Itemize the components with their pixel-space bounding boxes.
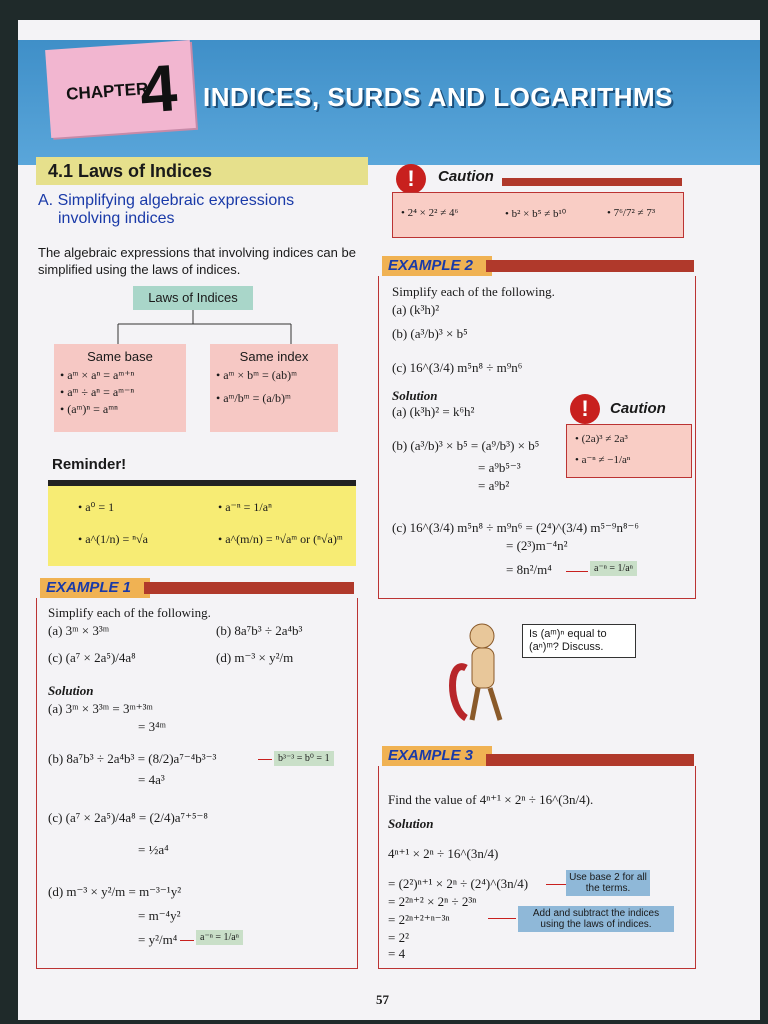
- arrow-icon: [258, 759, 272, 760]
- example2-sol-a: (a) (k³h)² = k⁶h²: [392, 404, 475, 419]
- example1-question-a: (a) 3ᵐ × 3³ᵐ: [48, 623, 110, 638]
- example1-sol-b: (b) 8a⁷b³ ÷ 2a⁴b³ = (8/2)a⁷⁻⁴b³⁻³: [48, 751, 217, 766]
- example1-sol-b-note: b³⁻³ = b⁰ = 1: [274, 751, 334, 766]
- example1-sol-c: (c) (a⁷ × 2a⁵)/4a⁸ = (2/4)a⁷⁺⁵⁻⁸: [48, 810, 208, 825]
- textbook-page: [18, 20, 760, 1020]
- example3-bar: [486, 754, 694, 766]
- example1-sol-b: = 4a³: [138, 772, 165, 787]
- reminder-box: [48, 480, 356, 566]
- example1-bar: [144, 582, 354, 594]
- same-base-box: [54, 344, 186, 432]
- example3-step: = 4: [388, 946, 406, 961]
- caution-icon: !: [570, 394, 600, 424]
- chapter-tag: [45, 40, 196, 138]
- example2-prompt: Simplify each of the following.: [392, 284, 555, 299]
- same-index-heading: Same index: [239, 349, 309, 364]
- caution2-item: • (2a)³ ≠ 2a³: [575, 433, 628, 445]
- example3-step: = 2²ⁿ⁺²⁺ⁿ⁻³ⁿ: [388, 912, 450, 927]
- example3-note-1: Use base 2 for all the terms.: [566, 870, 650, 896]
- example2-sol-b: (b) (a³/b)³ × b⁵ = (a⁹/b³) × b⁵: [392, 438, 540, 453]
- example2-sol-b: = a⁹b²: [478, 478, 510, 493]
- caution1-item: • 7⁶/7² ≠ 7³: [607, 207, 656, 219]
- intro-text: The algebraic expressions that involving indices can be simplified using the laws of indices.: [38, 245, 356, 277]
- page-number: 57: [376, 992, 389, 1007]
- arrow-icon: [546, 884, 566, 885]
- example2-solution-label: Solution: [392, 388, 438, 403]
- example2-question-b: (b) (a³/b)³ × b⁵: [392, 326, 468, 341]
- same-index-item: • aᵐ/bᵐ = (a/b)ᵐ: [216, 391, 291, 405]
- example1-sol-a: (a) 3ᵐ × 3³ᵐ = 3ᵐ⁺³ᵐ: [48, 701, 153, 716]
- example3-step: = 2²: [388, 930, 409, 945]
- caution1-title: Caution: [438, 168, 494, 185]
- example1-solution-label: Solution: [48, 683, 94, 698]
- caution1-box: [392, 192, 684, 238]
- reminder-title: Reminder!: [52, 456, 127, 473]
- same-base-item: • (aᵐ)ⁿ = aᵐⁿ: [60, 402, 118, 416]
- subsection-line-2: involving indices: [58, 210, 175, 227]
- chapter-word: CHAPTER: [65, 79, 149, 104]
- caution2-box: [566, 424, 692, 478]
- example3-label: EXAMPLE 3: [382, 746, 492, 766]
- arrow-icon: [180, 940, 194, 941]
- chapter-number: 4: [137, 50, 180, 127]
- chapter-title: INDICES, SURDS AND LOGARITHMS: [203, 82, 673, 112]
- caution1-item: • 2⁴ × 2² ≠ 4⁶: [401, 207, 459, 219]
- tree-connector: [113, 310, 323, 344]
- same-index-item: • aᵐ × bᵐ = (ab)ᵐ: [216, 368, 297, 382]
- same-base-heading: Same base: [87, 349, 153, 364]
- example1-question-d: (d) m⁻³ × y²/m: [216, 650, 294, 665]
- laws-title: Laws of Indices: [133, 286, 253, 310]
- arrow-icon: [566, 571, 588, 572]
- example2-label: EXAMPLE 2: [382, 256, 492, 276]
- example3-step: = 2²ⁿ⁺² × 2ⁿ ÷ 2³ⁿ: [388, 894, 477, 909]
- subsection-heading: [38, 192, 358, 228]
- example3-step: = (2²)ⁿ⁺¹ × 2ⁿ ÷ (2⁴)^(3n/4): [388, 876, 529, 891]
- reminder-item: • a^(1/n) = ⁿ√a: [78, 532, 148, 546]
- example1-question-b: (b) 8a⁷b³ ÷ 2a⁴b³: [216, 623, 303, 638]
- reminder-item: • a^(m/n) = ⁿ√aᵐ or (ⁿ√a)ᵐ: [218, 532, 343, 546]
- example3-note-2: Add and subtract the indices using the laws of indices.: [518, 906, 674, 932]
- example3-solution-label: Solution: [388, 816, 434, 831]
- caution-icon: !: [396, 164, 426, 194]
- example1-sol-a: = 3⁴ᵐ: [138, 719, 166, 734]
- caution1-item: • b² × b⁵ ≠ b¹⁰: [505, 208, 567, 220]
- example2-sol-c: = 8n²/m⁴: [506, 562, 552, 577]
- same-index-box: [210, 344, 338, 432]
- example2-sol-c: (c) 16^(3/4) m⁵n⁸ ÷ m⁹n⁶ = (2⁴)^(3/4) m⁵⁻⁹n⁸⁻⁶: [392, 520, 639, 535]
- example2-sol-c-note: a⁻ⁿ = 1/aⁿ: [590, 561, 637, 576]
- example2-question-c: (c) 16^(3/4) m⁵n⁸ ÷ m⁹n⁶: [392, 360, 523, 375]
- example2-sol-b: = a⁹b⁵⁻³: [478, 460, 521, 475]
- example3-step: 4ⁿ⁺¹ × 2ⁿ ÷ 16^(3n/4): [388, 846, 499, 861]
- example1-sol-c: = ½a⁴: [138, 842, 169, 857]
- reminder-item: • a⁰ = 1: [78, 500, 115, 514]
- speech-bubble: Is (aᵐ)ⁿ equal to (aⁿ)ᵐ? Discuss.: [522, 624, 636, 658]
- subsection-line-1: A. Simplifying algebraic expressions: [38, 192, 295, 209]
- example2-question-a: (a) (k³h)²: [392, 302, 440, 317]
- reminder-item: • a⁻ⁿ = 1/aⁿ: [218, 500, 272, 514]
- example2-sol-c: = (2³)m⁻⁴n²: [506, 538, 568, 553]
- example3-prompt: Find the value of 4ⁿ⁺¹ × 2ⁿ ÷ 16^(3n/4).: [388, 792, 594, 807]
- example2-bar: [486, 260, 694, 272]
- example1-sol-d: = m⁻⁴y²: [138, 908, 181, 923]
- same-base-item: • aᵐ × aⁿ = aᵐ⁺ⁿ: [60, 368, 135, 382]
- example1-question-c: (c) (a⁷ × 2a⁵)/4a⁸: [48, 650, 136, 665]
- example1-label: EXAMPLE 1: [40, 578, 150, 598]
- caution2-title: Caution: [610, 400, 666, 417]
- same-base-item: • aᵐ ÷ aⁿ = aᵐ⁻ⁿ: [60, 385, 135, 399]
- example1-prompt: Simplify each of the following.: [48, 605, 211, 620]
- section-heading: 4.1 Laws of Indices: [36, 157, 368, 185]
- caution1-bar: [502, 178, 682, 186]
- arrow-icon: [488, 918, 516, 919]
- example1-sol-d: (d) m⁻³ × y²/m = m⁻³⁻¹y²: [48, 884, 182, 899]
- caution2-item: • a⁻ⁿ ≠ −1/aⁿ: [575, 454, 631, 466]
- example1-sol-d-note: a⁻ⁿ = 1/aⁿ: [196, 930, 243, 945]
- example1-sol-d: = y²/m⁴: [138, 932, 178, 947]
